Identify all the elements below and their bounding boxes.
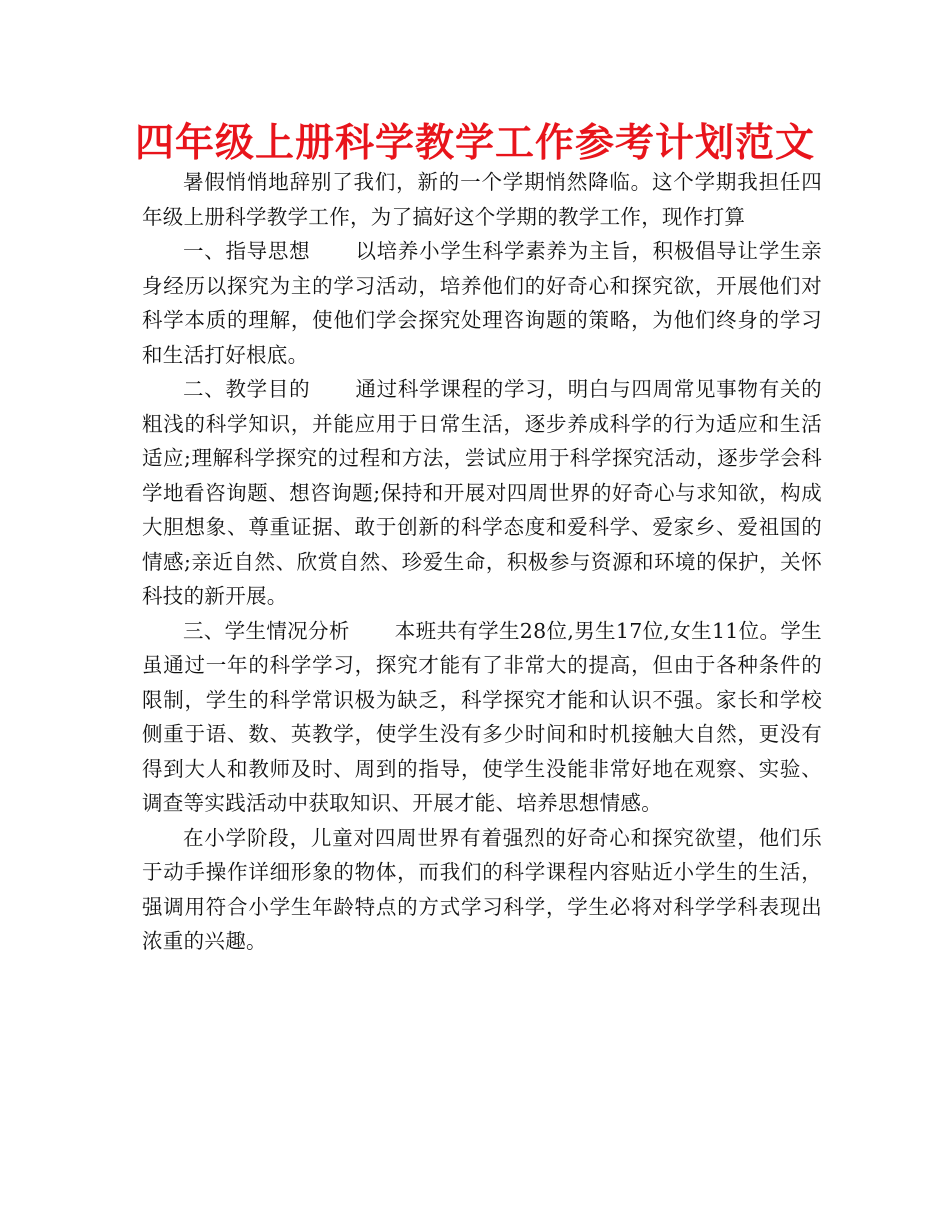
paragraph-student-analysis bbox=[142, 614, 822, 821]
paragraph-text: 通过科学课程的学习，明白与四周常见事物有关的粗浅的科学知识，并能应用于日常生活，逐步养成科学的行为适应和生活适应;理解科学探究的过程和方法，尝试应用于科学探究活动，逐步学会科学地看咨询题、想咨询题;保持和开展对四周世界的好奇心与求知欲，构成大胆想象、尊重证据、敢于创新的科学态度和爱科学、爱家乡、爱祖国的情感;亲近自然、欣赏自然、珍爱生命，积极参与资源和环境的保护，关怀科技的新开展。 bbox=[142, 377, 822, 608]
document-title: 四年级上册科学教学工作参考计划范文 bbox=[134, 121, 815, 166]
section-heading: 三、学生情况分析 bbox=[183, 618, 350, 643]
paragraph-primary-stage bbox=[142, 821, 822, 959]
paragraph-text: 在小学阶段，儿童对四周世界有着强烈的好奇心和探究欲望，他们乐于动手操作详细形象的物体，而我们的科学课程内容贴近小学生的生活，强调用符合小学生年龄特点的方式学习科学，学生必将对科学学科表现出浓重的兴趣。 bbox=[142, 825, 822, 953]
paragraph-text: 本班共有学生28位,男生17位,女生11位。学生虽通过一年的科学学习，探究才能有了非常大的提高，但由于各种条件的限制，学生的科学常识极为缺乏，科学探究才能和认识不强。家长和学校侧重于语、数、英教学，使学生没有多少时间和时机接触大自然，更没有得到大人和教师及时、周到的指导，使学生没能非常好地在观察、实验、调查等实践活动中获取知识、开展才能、培养思想情感。 bbox=[142, 618, 822, 815]
paragraph-intro bbox=[142, 165, 822, 234]
section-heading: 二、教学目的 bbox=[183, 377, 311, 401]
section-heading: 一、指导思想 bbox=[183, 239, 311, 263]
paragraph-text: 暑假悄悄地辞别了我们，新的一个学期悄然降临。这个学期我担任四年级上册科学教学工作，为了搞好这个学期的教学工作，现作打算 bbox=[142, 170, 822, 229]
paragraph-guiding-ideology bbox=[142, 234, 822, 372]
paragraph-text: 以培养小学生科学素养为主旨，积极倡导让学生亲身经历以探究为主的学习活动，培养他们的好奇心和探究欲，开展他们对科学本质的理解，使他们学会探究处理咨询题的策略，为他们终身的学习和生活打好根底。 bbox=[142, 239, 822, 367]
paragraph-teaching-goals bbox=[142, 372, 822, 614]
document-body bbox=[142, 165, 822, 959]
